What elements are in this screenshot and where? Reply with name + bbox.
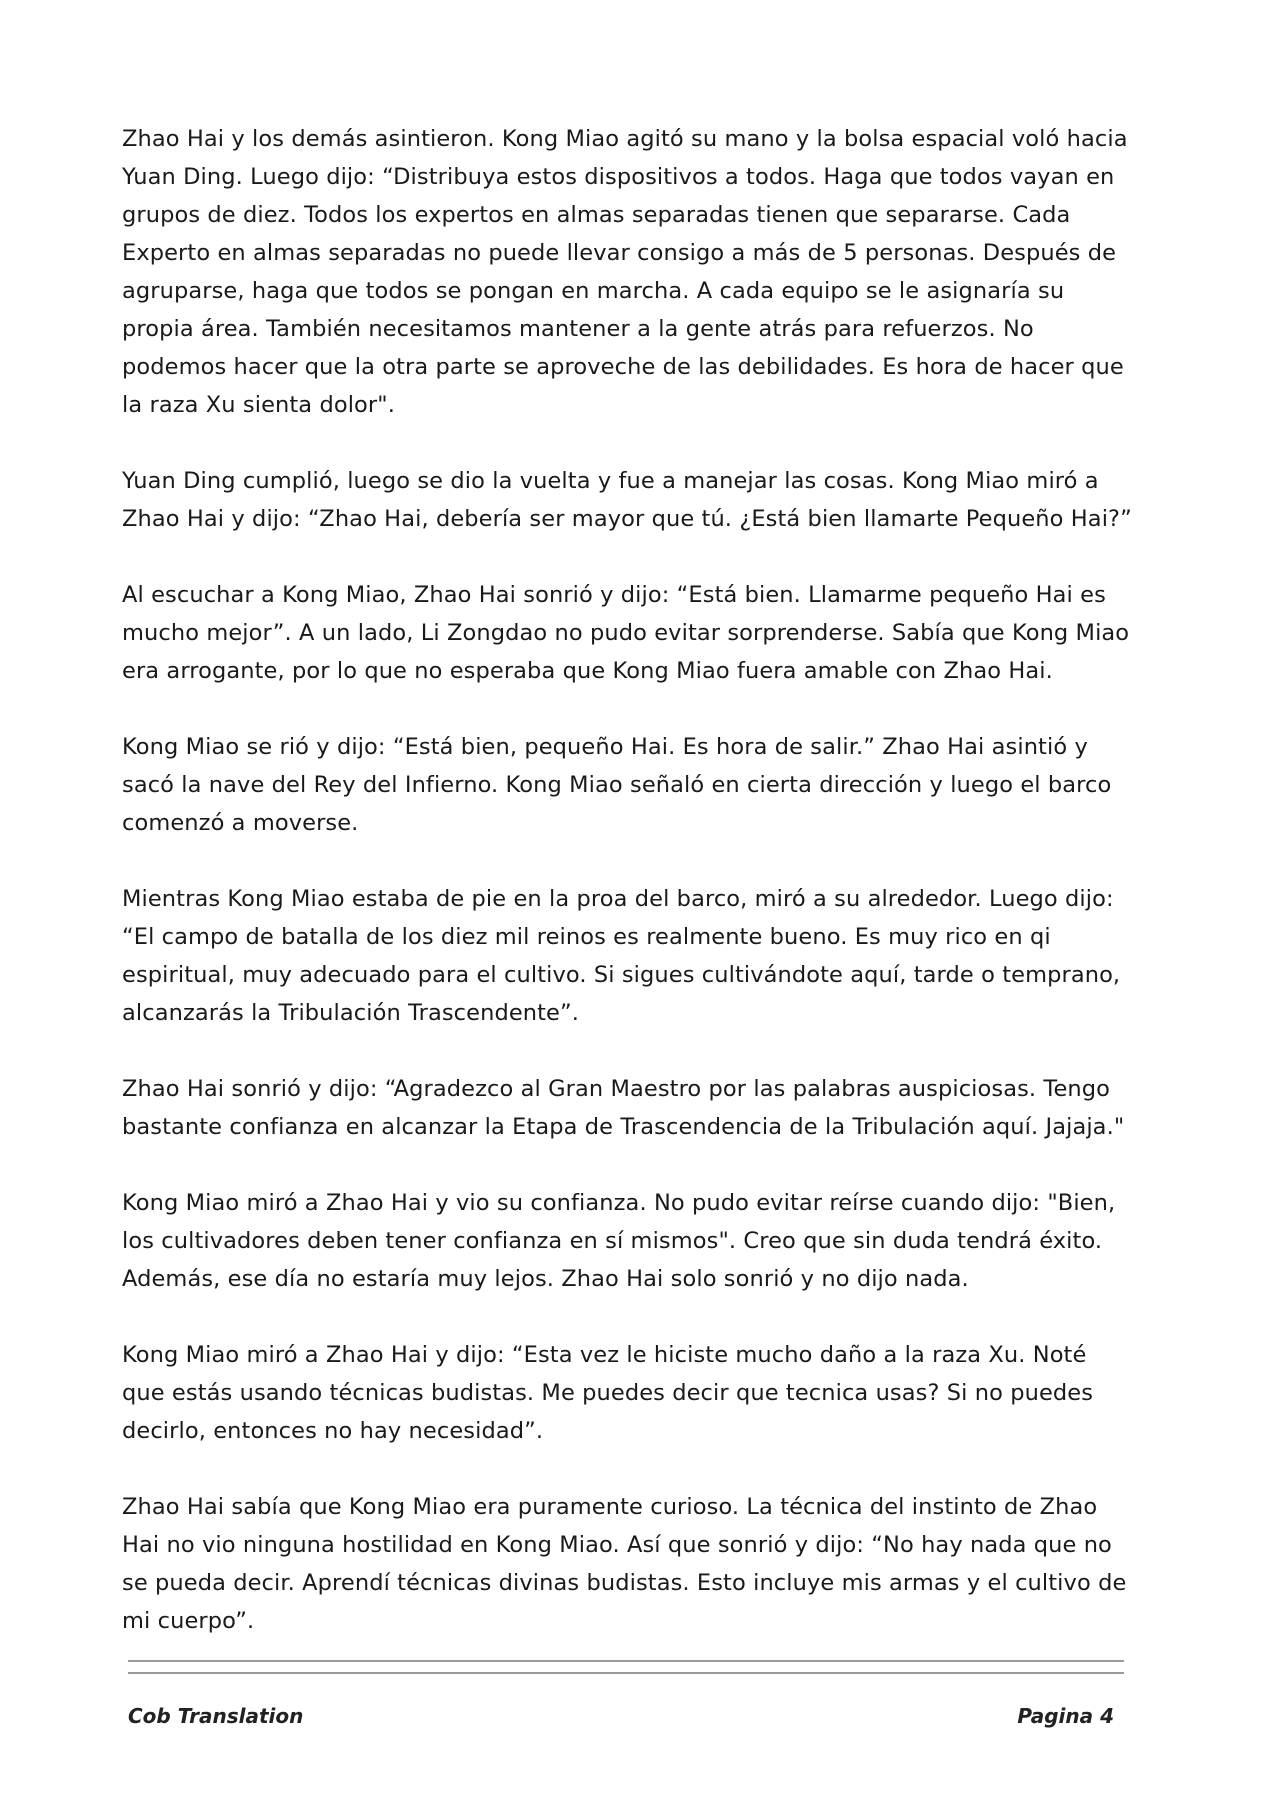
paragraph: Kong Miao se rió y dijo: “Está bien, pequeño Hai. Es hora de salir.” Zhao Hai asintió y sacó la nave del Rey del Infierno. Kong Miao señaló en cierta dirección y luego el barco comenzó a moverse.: [122, 734, 1112, 836]
paragraph: Al escuchar a Kong Miao, Zhao Hai sonrió y dijo: “Está bien. Llamarme pequeño Hai es mucho mejor”. A un lado, Li Zongdao no pudo evitar sorprenderse. Sabía que Kong Miao era arrogante, por lo que no esperaba que Kong Miao fuera amable con Zhao Hai.: [122, 582, 1130, 684]
footer-divider: [128, 1660, 1124, 1662]
paragraph: Zhao Hai sabía que Kong Miao era puramente curioso. La técnica del instinto de Zhao Hai no vio ninguna hostilidad en Kong Miao. Así que sonrió y dijo: “No hay nada que no se pueda decir. Aprendí técnicas divinas budistas. Esto incluye mis armas y el cultivo de mi cuerpo”.: [122, 1494, 1127, 1634]
paragraph: Zhao Hai sonrió y dijo: “Agradezco al Gran Maestro por las palabras auspiciosas. Tengo bastante confianza en alcanzar la Etapa de Trascendencia de la Tribulación aquí. Jajaja.": [122, 1076, 1125, 1140]
paragraph: Yuan Ding cumplió, luego se dio la vuelta y fue a manejar las cosas. Kong Miao miró a Zhao Hai y dijo: “Zhao Hai, debería ser mayor que tú. ¿Está bien llamarte Pequeño Hai?”: [122, 468, 1132, 532]
paragraph: Zhao Hai y los demás asintieron. Kong Miao agitó su mano y la bolsa espacial voló hacia Yuan Ding. Luego dijo: “Distribuya estos dispositivos a todos. Haga que todos vayan en grupos de diez. Todos los expertos en almas separadas tienen que separarse. Cada Experto en almas separadas no puede llevar consigo a más de 5 personas. Después de agruparse, haga que todos se pongan en marcha. A cada equipo se le asignaría su propia área. También necesitamos mantener a la gente atrás para refuerzos. No podemos hacer que la otra parte se aproveche de las debilidades. Es hora de hacer que la raza Xu sienta dolor".: [122, 126, 1128, 418]
footer-row: [128, 1704, 1124, 1738]
paragraph: Kong Miao miró a Zhao Hai y vio su confianza. No pudo evitar reírse cuando dijo: "Bien, los cultivadores deben tener confianza en sí mismos". Creo que sin duda tendrá éxito. Además, ese día no estaría muy lejos. Zhao Hai solo sonrió y no dijo nada.: [122, 1190, 1116, 1292]
paragraph: Mientras Kong Miao estaba de pie en la proa del barco, miró a su alrededor. Luego dijo: “El campo de batalla de los diez mil reinos es realmente bueno. Es muy rico en qi espiritual, muy adecuado para el cultivo. Si sigues cultivándote aquí, tarde o temprano, alcanzarás la Tribulación Trascendente”.: [122, 886, 1121, 1026]
footer-credit: Cob Translation: [128, 1704, 304, 1728]
body-text: [122, 120, 1132, 1678]
paragraph: Kong Miao miró a Zhao Hai y dijo: “Esta vez le hiciste mucho daño a la raza Xu. Noté que estás usando técnicas budistas. Me puedes decir que tecnica usas? Si no puedes decirlo, entonces no hay necesidad”.: [122, 1342, 1094, 1444]
page-number: Pagina 4: [1017, 1704, 1114, 1728]
page-footer: [128, 1660, 1124, 1738]
footer-divider: [128, 1672, 1124, 1674]
